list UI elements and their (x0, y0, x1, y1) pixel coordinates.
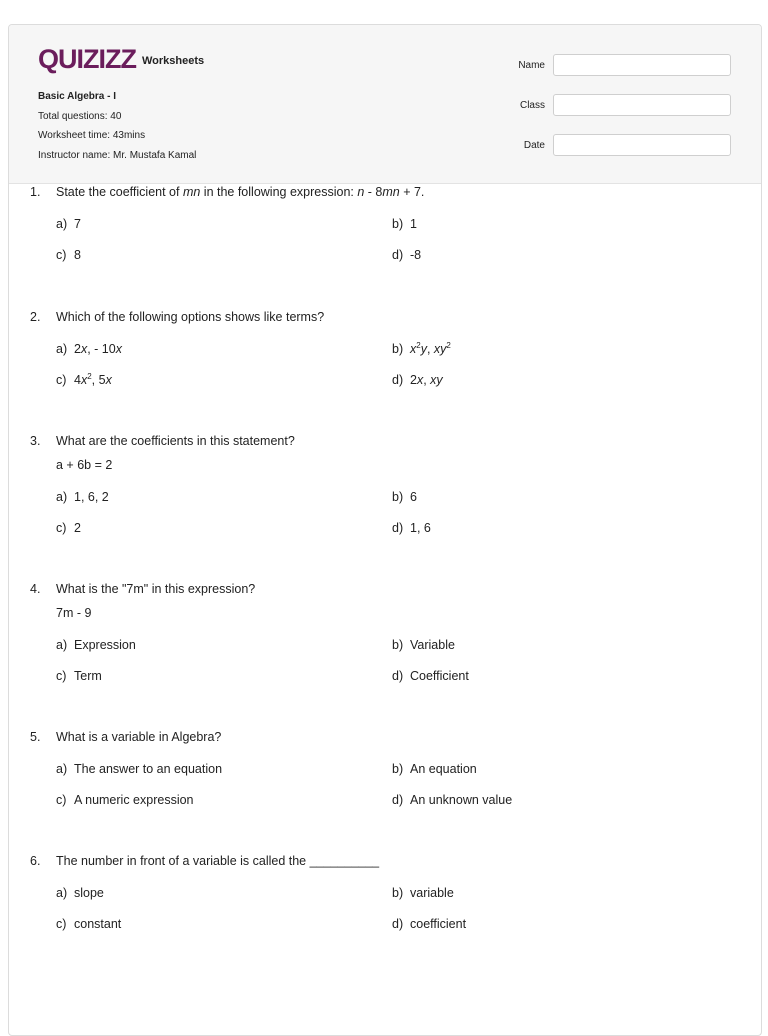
question-text (30, 180, 730, 204)
worksheet-title: Basic Algebra - I (38, 91, 116, 102)
option-a[interactable] (56, 214, 81, 234)
option-c[interactable] (56, 245, 81, 265)
option-letter: b) (392, 638, 404, 652)
question-4 (30, 577, 730, 697)
answer-options (30, 635, 730, 697)
option-letter: b) (392, 490, 404, 504)
option-letter: a) (56, 217, 68, 231)
option-letter: b) (392, 342, 404, 356)
option-text: variable (410, 886, 454, 900)
option-letter: c) (56, 917, 67, 931)
option-a[interactable] (56, 487, 109, 507)
question-1 (30, 180, 730, 276)
question-body: What is a variable in Algebra? (56, 730, 222, 744)
option-text: 8 (74, 248, 81, 262)
option-b[interactable] (392, 883, 454, 903)
option-text: 2x, - 10x (74, 342, 122, 356)
question-text (30, 577, 730, 625)
option-text: $x^2y$, $xy^2$ (410, 341, 451, 356)
question-body: What is the "7m" in this expression? 7m - 9 (56, 582, 256, 620)
option-letter: b) (392, 886, 404, 900)
option-text: Coefficient (410, 669, 469, 683)
quizizz-logo: QUIZIZZ (38, 44, 136, 74)
option-letter: d) (392, 793, 404, 807)
answer-options (30, 339, 730, 401)
question-body: State the coefficient of mn in the following expression: n - 8mn + 7. (56, 185, 425, 199)
option-letter: a) (56, 762, 68, 776)
question-number: 4. (30, 582, 41, 596)
option-letter: d) (392, 917, 404, 931)
question-2 (30, 305, 730, 401)
question-number: 3. (30, 434, 41, 448)
option-letter: c) (56, 521, 67, 535)
question-body: Which of the following options shows like terms? (56, 310, 325, 324)
name-label: Name (518, 59, 545, 71)
option-text: Term (74, 669, 102, 683)
answer-options (30, 214, 730, 276)
option-letter: a) (56, 490, 68, 504)
option-b[interactable] (392, 635, 455, 655)
option-c[interactable] (56, 518, 81, 538)
question-number: 2. (30, 310, 41, 324)
answer-options (30, 487, 730, 549)
option-letter: b) (392, 217, 404, 231)
option-text: 7 (74, 217, 81, 231)
instructor-name: Instructor name: Mr. Mustafa Kamal (38, 149, 197, 161)
option-letter: c) (56, 793, 67, 807)
option-text: A numeric expression (74, 793, 194, 807)
option-letter: c) (56, 669, 67, 683)
option-d[interactable] (392, 790, 512, 810)
option-d[interactable] (392, 914, 466, 934)
brand (38, 45, 204, 73)
option-a[interactable] (56, 635, 136, 655)
date-row (518, 133, 731, 157)
date-label: Date (523, 139, 545, 151)
option-a[interactable] (56, 759, 222, 779)
option-text: constant (74, 917, 122, 931)
option-d[interactable] (392, 666, 469, 686)
option-text: 1, 6 (410, 521, 431, 535)
option-c[interactable] (56, 790, 194, 810)
option-d[interactable] (392, 518, 431, 538)
answer-options (30, 883, 730, 945)
worksheet-header (9, 25, 761, 184)
option-letter: a) (56, 342, 68, 356)
option-text: Variable (410, 638, 455, 652)
option-a[interactable] (56, 339, 122, 359)
question-body: The number in front of a variable is called the __________ (56, 854, 380, 868)
option-letter: d) (392, 669, 404, 683)
student-fields (518, 53, 731, 173)
total-questions: Total questions: 40 (38, 110, 122, 122)
question-text (30, 849, 730, 873)
class-row (518, 93, 731, 117)
class-label: Class (519, 99, 545, 111)
option-a[interactable] (56, 883, 104, 903)
logo-subtitle: Worksheets (141, 55, 205, 67)
question-number: 6. (30, 854, 41, 868)
option-c[interactable] (56, 914, 121, 934)
class-field[interactable] (553, 94, 731, 116)
option-letter: d) (392, 521, 404, 535)
option-letter: d) (392, 248, 404, 262)
option-text: 1, 6, 2 (74, 490, 109, 504)
name-row (518, 53, 731, 77)
option-text: coefficient (410, 917, 467, 931)
question-number: 1. (30, 185, 41, 199)
option-letter: b) (392, 762, 404, 776)
option-text: An equation (410, 762, 477, 776)
option-letter: c) (56, 248, 67, 262)
option-b[interactable] (392, 214, 417, 234)
option-letter: c) (56, 373, 67, 387)
name-field[interactable] (553, 54, 731, 76)
question-5 (30, 725, 730, 821)
option-letter: d) (392, 373, 404, 387)
question-3 (30, 429, 730, 549)
option-d[interactable] (392, 245, 421, 265)
date-field[interactable] (553, 134, 731, 156)
option-text: 6 (410, 490, 417, 504)
option-text: $4x^2$, 5x (74, 372, 112, 387)
option-c[interactable] (56, 666, 102, 686)
option-letter: a) (56, 886, 68, 900)
worksheet-time: Worksheet time: 43mins (38, 130, 146, 141)
question-text (30, 429, 730, 477)
question-text (30, 305, 730, 329)
question-body: What are the coefficients in this statement? a + 6b = 2 (56, 434, 295, 472)
option-d[interactable] (392, 370, 443, 390)
option-b[interactable] (392, 759, 477, 779)
question-6 (30, 849, 730, 945)
option-text: An unknown value (410, 793, 513, 807)
option-text: -8 (410, 248, 422, 262)
option-text: Expression (74, 638, 136, 652)
option-c[interactable] (56, 370, 112, 390)
option-b[interactable] (392, 487, 417, 507)
option-letter: a) (56, 638, 68, 652)
option-text: 2 (74, 521, 81, 535)
option-text: The answer to an equation (74, 762, 223, 776)
question-text (30, 725, 730, 749)
option-text: 1 (410, 217, 417, 231)
answer-options (30, 759, 730, 821)
question-number: 5. (30, 730, 41, 744)
option-b[interactable] (392, 339, 451, 359)
option-text: 2x, xy (410, 373, 443, 387)
worksheet-meta (38, 87, 196, 165)
option-text: slope (74, 886, 104, 900)
